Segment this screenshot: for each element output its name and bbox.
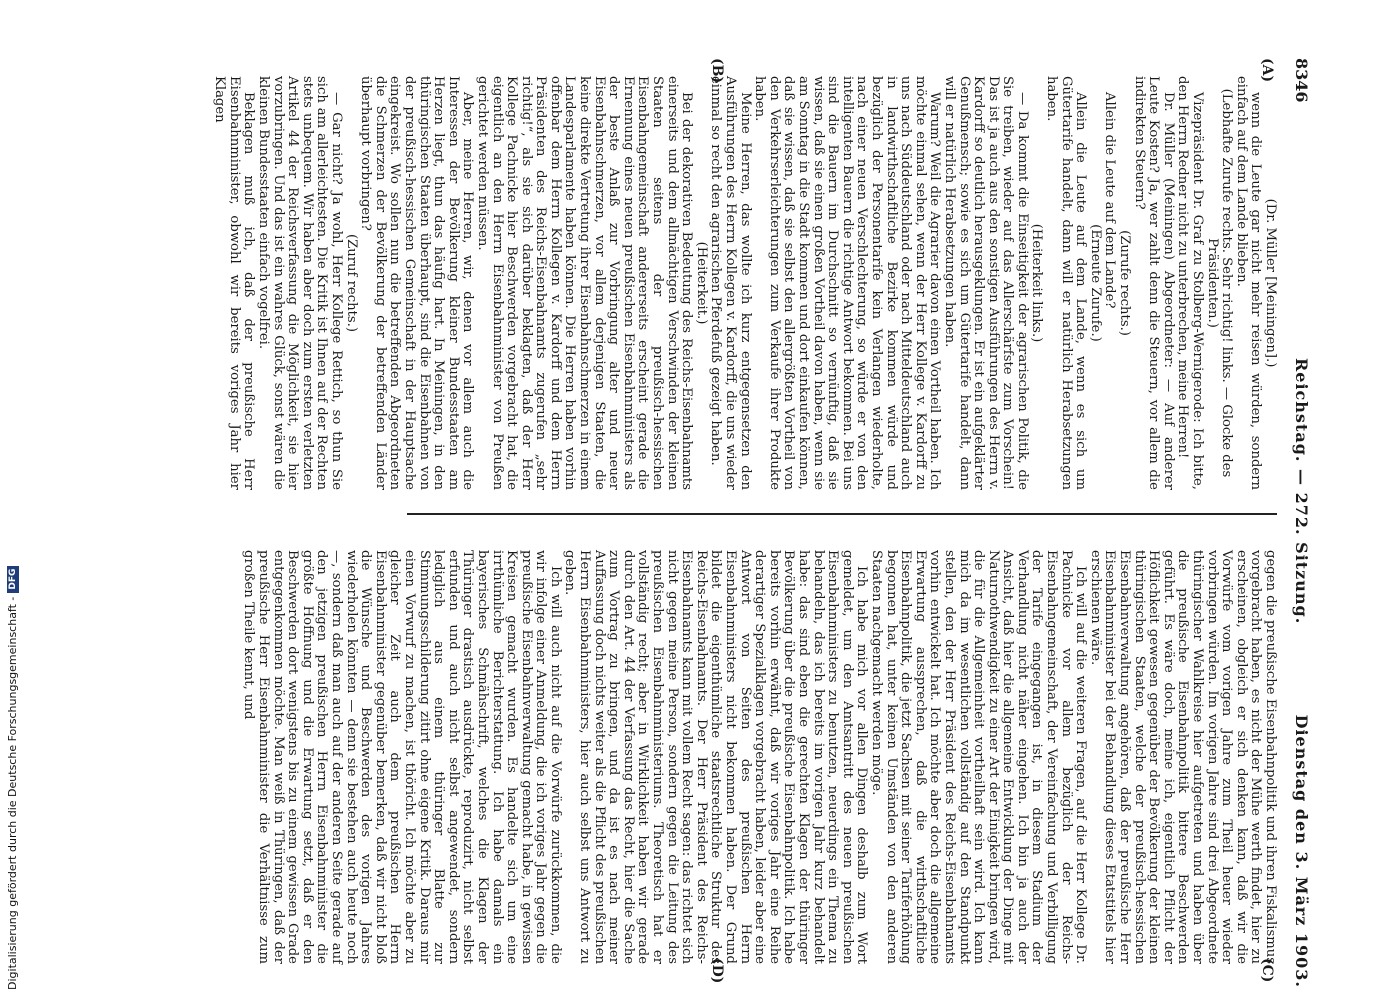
interjection: (Lebhafte Zurufe rechts. Sehr richtig! links. — Glocke des Präsidenten.) [1204,88,1235,478]
paragraph: Vizepräsident Dr. Graf zu Stolberg-Wernigerode: Ich bitte, den Herrn Redner nicht zu unterbrechen, meine Herren! [1175,76,1206,490]
paragraph: — Da kommt die Einseitigkeit der agrarischen Politik, die Sie treiben, wieder auf das Allerschärfste zum Vorschein! Das ist ja auch aus den sonstigen Ausführungen des Herrn v. Kardorff so deutlich herausgeklungen. Er ist ein aufgeklärter Genußmensch; sowie es sich um Gütertarife handelt, dann will er natürlich Herabsetzungen haben. [941,76,1030,490]
paragraph: Allein die Leute auf dem Lande? [1102,92,1118,309]
header-title: Reichstag. — 272. Sitzung. [1292,358,1311,625]
margin-marker-d: (D) [709,958,725,984]
margin-marker-a: (A) [1259,58,1275,83]
rotated-page [95,58,1315,988]
footer-credit [6,566,19,990]
page-number: 8346 [1292,58,1311,103]
paragraph: Beklagen muß ich, daß der preußische Herr Eisenbahnminister, obwohl wir bereits voriges Jahr hier Klagen [212,76,257,490]
margin-marker-c: (C) [1259,958,1275,983]
paragraph: Ich will auch nicht auf die Vorwürfe zurückkommen, die wir infolge einer Anmeldung, die ich voriges Jahr gegen die preußische Eisenbahnverwaltung gemacht habe, in gewissen Kreisen gemacht wurden. Es handelte sich um eine irrthümliche Berichterstattung. Ich habe damals ein bayerisches Schmähschrift, welches die Klagen der Thüringer drastisch ausdrückte, reproduzirt, nicht selbst erfunden und auch nicht selbst angewendet, sondern lediglich aus einem thüringer Blatte zur Stimmungsschilderung zitirt ohne eigene Kritik. Daraus mir einen Vorwurf zu machen, ist thöricht. Ich möchte aber zu gleicher Zeit auch dem preußischen Herrn Eisenbahnminister gegenüber bemerken, daß wir nicht bloß die Wünsche und Beschwerden des vorigen Jahres wiederholen könnten — denn sie bestehen auch heute noch —, sondern daß man auch auf der anderen Seite gerade auf den jetzigen preußischen Herrn Eisenbahnminister die größte Hoffnung und die Erwartung setzt, daß er den Beschwerden dort wenigstens bis zu einem gewissen Grade entgegenkommen möchte. Man weiß in Thüringen, daß der preußische Herr Eisenbahnminister die Verhältnisse zum großen Theile kennt, und [241,550,563,964]
paragraph: Ich will auf die weiteren Fragen, auf die Herr Kollege Dr. Pachnicke vor allem bezüglich der Reichs-Eisenbahngemeinschaft, der Vereinfachung und Verbilligung der Tarife eingegangen ist, in diesem Stadium der Verhandlung nicht näher eingehen. Ich bin ja auch der Ansicht, daß hier die allgemeine Entwicklung der Dinge mit Naturnothwendigkeit zu einer Art der Einigkeit bringen wird, die für die Allgemeinheit vortheilhaft sein wird. Ich kann mich da im wesentlichen vollständig auf den Standpunkt stellen, den der Herr Präsident des Reichs-Eisenbahnamts vorhin entwickelt hat. Ich möchte aber doch die allgemeine Erwartung aussprechen, daß die wirthschaftliche Eisenbahnpolitik, die jetzt Sachsen mit seiner Tariferhöhung begonnen hat, unter keinen Umständen von den anderen Staaten nachgemacht werden möge. [868,550,1089,964]
paragraph: Allein die Leute auf dem Lande, wenn es sich um Gütertarife handelt, dann will er natürlich Herabsetzungen haben. [1044,76,1089,490]
interjection: (Zurufe rechts.) [1117,230,1133,336]
paragraph: Ich habe mich vor allen Dingen deshalb zum Wort gemeldet, um den Amtsantritt des neuen preußischen Eisenbahnministers zu benutzen, neuerdings ein Thema zu behandeln, das ich bereits im vorigen Jahr kurz behandelt habe: das sind eben die gerechten Klagen der thüringer Bevölkerung über die preußische Eisenbahnpolitik. Ich habe bereits vorhin erwähnt, daß wir voriges Jahr eine Reihe derartiger Spezialklagen vorgebracht haben, leider aber eine Antwort von Seiten des preußischen Herrn Eisenbahnministers nicht bekommen haben. Der Grund bildet die eigenthümliche staatsrechtliche Struktur des Reichs-Eisenbahnamts. Der Herr Präsident des Reichs-Eisenbahnamts kann mit vollem Recht sagen: das richtet sich nicht gegen meine Person, sondern gegen die Leitung des preußischen Eisenbahnministeriums. Theoretisch hat er vollständig recht; aber in Wirklichkeit haben wir gerade durch den Art. 44 der Verfassung das Recht, hier die Sache zum Vortrag zu bringen, und da ist es nach meiner Auffassung doch nichts weiter als die Pflicht des preußischen Herrn Eisenbahnministers, hier auch selbst uns Antwort zu geben. [562,550,870,964]
paragraph: wenn die Leute gar nicht mehr reisen würden, sondern einfach auf dem Lande blieben. [1233,76,1264,490]
interjection: (Zuruf rechts.) [343,233,359,333]
paragraph: Bei der dekorativen Bedeutung des Reichs-Eisenbahnamts einerseits und dem allmächtigen Verschwinden der kleinen Staaten seitens der preußisch-hessischen Eisenbahngemeinschaft andererseits erscheint gerade die Ernennung eines neuen preußischen Eisenbahnministers als der beste Anlaß zur Vorbringung alter und neuer Eisenbahnschmerzen, vor allem derjenigen Staaten, die keine direkte Vertretung ihrer Eisenbahnschmerzen in einem Landesparlamente haben können. Die Herren haben vorhin offenbar dem Herrn Kollegen v. Kardorff und dem Herrn Präsidenten des Reichs-Eisenbahnamts zugerufen „sehr richtig!“, als sie sich darüber beklagten, daß der Herr Kollege Pachnicke hier Beschwerden vorgebracht hat, die eigentlich an den Herrn Eisenbahnminister von Preußen gerichtet werden müssen. [474,76,695,490]
interjection: (Heiterkeit links.) [1029,223,1045,343]
margin-marker-b: (B) [709,58,725,84]
paragraph: — Gar nicht? Ja wohl, Herr Kollege Rettich, so thun Sie sich am allerleichtesten. Die Kritik ist Ihnen auf der Rechten stets unbequem. Wir haben aber doch zum ersten verletzten Artikel 44 der Reichsverfassung die Möglichkeit, sie hier vorzubringen. Und das ist ein wahres Glück, sonst wären die kleinen Bundesstaaten einfach vogelfrei. [256,76,344,490]
paragraph: gegen die preußische Eisenbahnpolitik und ihren Fiskalismus vorgebracht haben, es nicht der Mühe werth findet, hier zu erscheinen, obgleich er sich denken kann, daß wir die Vorwürfe vom vorigen Jahre zum Theil heuer wieder vorbringen würden. Im vorigen Jahre sind drei Abgeordnete thüringischer Wahlkreise hier aufgetreten und haben über die preußische Eisenbahnpolitik bittere Beschwerden geführt. Es wäre doch, meine ich, eigentlich Pflicht der Höflichkeit gewesen gegenüber der Bevölkerung der kleinen thüringischen Staaten, welche der preußisch-hessischen Eisenbahnverwaltung angehören, daß der preußische Herr Eisenbahnminister bei der Behandlung dieses Etatstitels hier erschienen wäre. [1087,550,1278,964]
right-column [241,550,1277,964]
column-divider [407,513,1277,515]
paragraph: Meine Herren, das wollte ich kurz entgegensetzen den Ausführungen des Herrn Kollegen v. Kardorff, die uns wieder einmal so recht den agrarischen Pferdefuß gezeigt haben. [708,76,753,490]
left-column [212,76,1277,490]
interjection: (Heiterkeit.) [693,241,709,325]
dfg-logo: DFG [7,566,19,593]
speaker-continued: (Dr. Müller [Meiningen].) [1263,198,1278,368]
page-header [1285,58,1315,988]
header-date: Dienstag den 3. März 1903. [1292,714,1311,988]
paragraph: Dr. Müller (Meiningen) Abgeordneter: — Auf anderer Leute Kosten? Ja, wer zahlt denn die Steuern, vor allem die indirekten Steuern? [1131,76,1176,490]
paragraph: Warum? Weil die Agrarier davon einen Vortheil haben. Ich möchte einmal sehen, wenn der Herr Kollege v. Kardorff zu uns nach Süddeutschland oder nach Mitteldeutschland auch in landwirthschaftliche Bezirke kommen würde und bezüglich der Personentarife kein Verlangen wiederholte, nach einer neuen Verschlechterung, so würde er von den intelligenten Bauern die richtige Antwort bekommen. Bei uns sind die Bauern im Durchschnitt so vernünftig, daß sie wissen, daß sie einen großen Vortheil davon haben, wenn sie am Sonntag in die Stadt kommen und dort einkaufen können, daß sie wissen, daß sie selbst den allergrößten Vortheil von den Verkehrserleichterungen zum Verkaufe ihrer Produkte haben. [752,76,943,490]
interjection: (Erneute Zurufe.) [1087,224,1103,342]
paragraph: Aber, meine Herren, wir, denen vor allem auch die Interessen der Bevölkerung kleiner Bundesstaaten am Herzen liegt, thun das häufig hart. In Meiningen, in den thüringischen Staaten überhaupt, sind die Eisenbahnen von der preußisch-hessischen Gemeinschaft in der Hauptsache eingekreist. Wo sollen nun die betreffenden Abgeordneten die Schmerzen der Bevölkerung der betreffenden Länder überhaupt vorbringen? [358,76,476,490]
footer-text: Digitalisierung gefördert durch die Deutsche Forschungsgemeinschaft - [6,596,19,990]
